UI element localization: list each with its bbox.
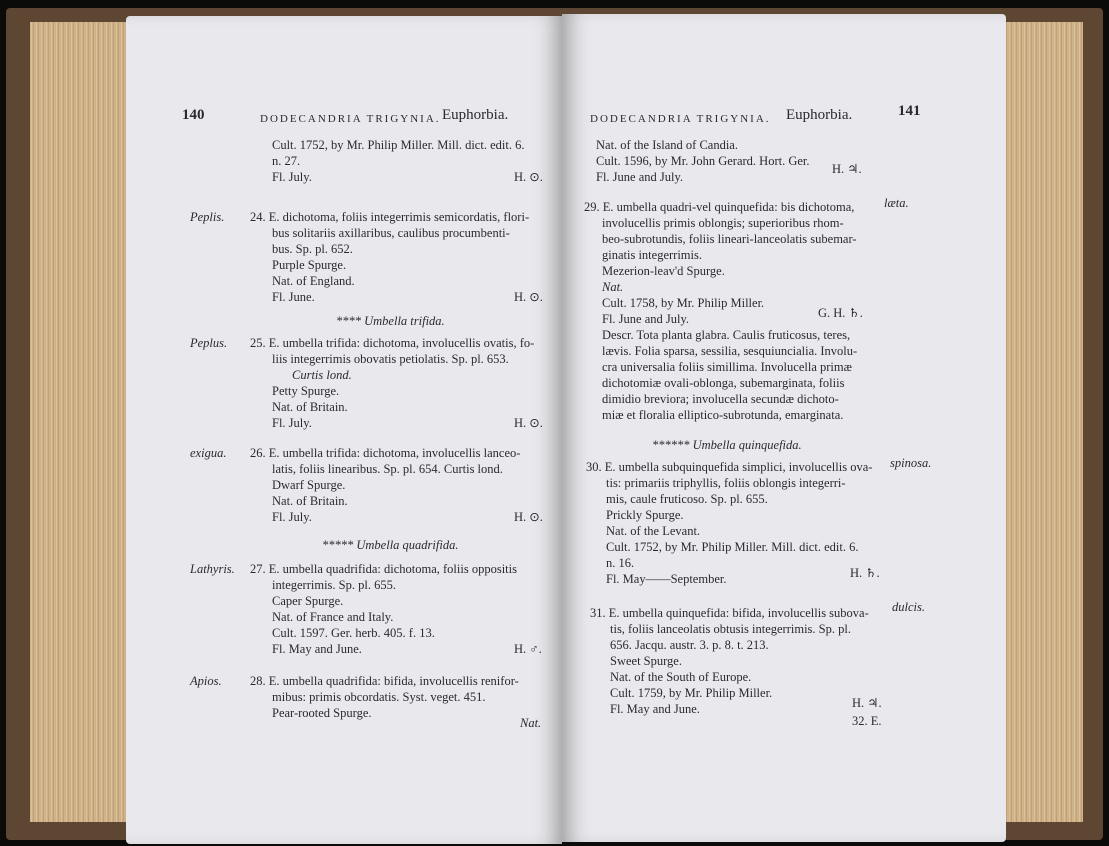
text-line: 28. E. umbella quadrifida: bifida, involucellis renifor- — [250, 674, 519, 688]
text-line: Nat. — [602, 280, 624, 294]
text-line: Cult. 1597. Ger. herb. 405. f. 13. — [272, 626, 435, 640]
text-line: Mezerion-leav'd Spurge. — [602, 264, 725, 278]
text-line: n. 16. — [606, 556, 635, 570]
text-line: liis integerrimis obovatis petiolatis. Sp. pl. 653. — [272, 352, 509, 366]
text-line: Caper Spurge. — [272, 594, 344, 608]
text-line: involucellis primis oblongis; superioribus rhom- — [602, 216, 844, 230]
habitat-symbol: H. ⊙. — [514, 510, 543, 524]
side-name: Peplis. — [190, 210, 225, 224]
text-line: Fl. June and July. — [602, 312, 690, 326]
catchword: 32. E. — [852, 714, 882, 728]
text-line: Petty Spurge. — [272, 384, 340, 398]
text-line: Fl. May and June. — [610, 702, 700, 716]
book — [6, 8, 1103, 840]
text-line: Curtis lond. — [292, 368, 352, 382]
text-line: ginatis integerrimis. — [602, 248, 702, 262]
text-line: miæ et floralia elliptico-subrotunda, emarginata. — [602, 408, 844, 422]
text-line: Nat. of Britain. — [272, 400, 348, 414]
text-line: mibus: primis obcordatis. Syst. veget. 451. — [272, 690, 486, 704]
text-line: tis, foliis lanceolatis obtusis integerrimis. Sp. pl. — [610, 622, 851, 636]
text-line: Cult. 1752, by Mr. Philip Miller. Mill. dict. edit. 6. — [606, 540, 859, 554]
text-line: Nat. of the South of Europe. — [610, 670, 752, 684]
text-line: Nat. of the Island of Candia. — [596, 138, 738, 152]
text-line: latis, foliis linearibus. Sp. pl. 654. Curtis lond. — [272, 462, 503, 476]
text-line: Nat. of England. — [272, 274, 355, 288]
text-line: dimidio breviora; involucella secundæ dichoto- — [602, 392, 839, 406]
text-line: Fl. May——September. — [606, 572, 727, 586]
text-line: Fl. July. — [272, 510, 312, 524]
text-line: Sweet Spurge. — [610, 654, 682, 668]
text-line: beo-subrotundis, foliis lineari-lanceolatis subemar- — [602, 232, 857, 246]
side-name: læta. — [884, 196, 909, 210]
text-line: 31. E. umbella quinquefida: bifida, involucellis subova- — [590, 606, 869, 620]
habitat-symbol: H. ⊙. — [514, 416, 543, 430]
text-line: Nat. of France and Italy. — [272, 610, 394, 624]
text-line: mis, caule fruticoso. Sp. pl. 655. — [606, 492, 768, 506]
side-name: Peplus. — [190, 336, 228, 350]
side-name: Apios. — [190, 674, 222, 688]
text-line: Prickly Spurge. — [606, 508, 684, 522]
section-heading: ***** Umbella quadrifida. — [322, 538, 459, 552]
page-number: 141 — [898, 103, 921, 119]
left-page-edges — [30, 22, 130, 822]
right-page — [562, 14, 1006, 842]
text-line: 26. E. umbella trifida: dichotoma, involucellis lanceo- — [250, 446, 521, 460]
side-name: spinosa. — [890, 456, 932, 470]
running-head: DODECANDRIA TRIGYNIA. — [590, 113, 771, 125]
text-line: Fl. June and July. — [596, 170, 684, 184]
text-line: dichotomiæ ovali-oblonga, subemarginata, foliis — [602, 376, 845, 390]
text-line: Pear-rooted Spurge. — [272, 706, 372, 720]
text-line: Dwarf Spurge. — [272, 478, 346, 492]
left-page — [126, 16, 562, 844]
text-line: cra universalia foliis simillima. Involucella primæ — [602, 360, 852, 374]
section-heading: ****** Umbella quinquefida. — [652, 438, 802, 452]
text-line: Fl. July. — [272, 170, 312, 184]
text-line: bus solitariis axillaribus, caulibus procumbenti- — [272, 226, 510, 240]
genus-heading: Euphorbia. — [442, 107, 509, 123]
habitat-symbol: H. ⊙. — [514, 290, 543, 304]
text-line: 24. E. dichotoma, foliis integerrimis semicordatis, flori- — [250, 210, 530, 224]
text-line: 25. E. umbella trifida: dichotoma, involucellis ovatis, fo- — [250, 336, 535, 350]
habitat-symbol: G. H. ♄. — [818, 306, 863, 320]
text-line: 30. E. umbella subquinquefida simplici, involucellis ova- — [586, 460, 873, 474]
text-line: Fl. May and June. — [272, 642, 362, 656]
side-name: dulcis. — [892, 600, 925, 614]
text-line: Cult. 1759, by Mr. Philip Miller. — [610, 686, 773, 700]
text-line: Purple Spurge. — [272, 258, 347, 272]
text-line: Nat. of Britain. — [272, 494, 348, 508]
genus-heading: Euphorbia. — [786, 107, 853, 123]
habitat-symbol: H. ♄. — [850, 566, 880, 580]
catchword: Nat. — [520, 716, 542, 730]
text-line: Descr. Tota planta glabra. Caulis fruticosus, teres, — [602, 328, 851, 342]
text-line: Cult. 1596, by Mr. John Gerard. Hort. Ger. — [596, 154, 810, 168]
text-line: 656. Jacqu. austr. 3. p. 8. t. 213. — [610, 638, 769, 652]
running-head: DODECANDRIA TRIGYNIA. — [260, 113, 441, 125]
text-line: integerrimis. Sp. pl. 655. — [272, 578, 396, 592]
habitat-symbol: H. ♃. — [832, 162, 862, 176]
text-line: tis: primariis triphyllis, foliis oblongis integerri- — [606, 476, 846, 490]
text-line: bus. Sp. pl. 652. — [272, 242, 353, 256]
text-line: Cult. 1752, by Mr. Philip Miller. Mill. dict. edit. 6. — [272, 138, 525, 152]
page-number: 140 — [182, 107, 205, 123]
side-name: exigua. — [190, 446, 227, 460]
text-line: Fl. July. — [272, 416, 312, 430]
side-name: Lathyris. — [190, 562, 235, 576]
text-line: Nat. of the Levant. — [606, 524, 701, 538]
section-heading: **** Umbella trifida. — [336, 314, 445, 328]
habitat-symbol: H. ♂. — [514, 642, 542, 656]
text-line: Fl. June. — [272, 290, 315, 304]
text-line: 29. E. umbella quadri-vel quinquefida: bis dichotoma, — [584, 200, 855, 214]
habitat-symbol: H. ⊙. — [514, 170, 543, 184]
text-line: Cult. 1758, by Mr. Philip Miller. — [602, 296, 765, 310]
text-line: lævis. Folia sparsa, sessilia, sesquiuncialia. Involu- — [602, 344, 858, 358]
habitat-symbol: H. ♃. — [852, 696, 882, 710]
text-line: 27. E. umbella quadrifida: dichotoma, foliis oppositis — [250, 562, 517, 576]
text-line: n. 27. — [272, 154, 301, 168]
